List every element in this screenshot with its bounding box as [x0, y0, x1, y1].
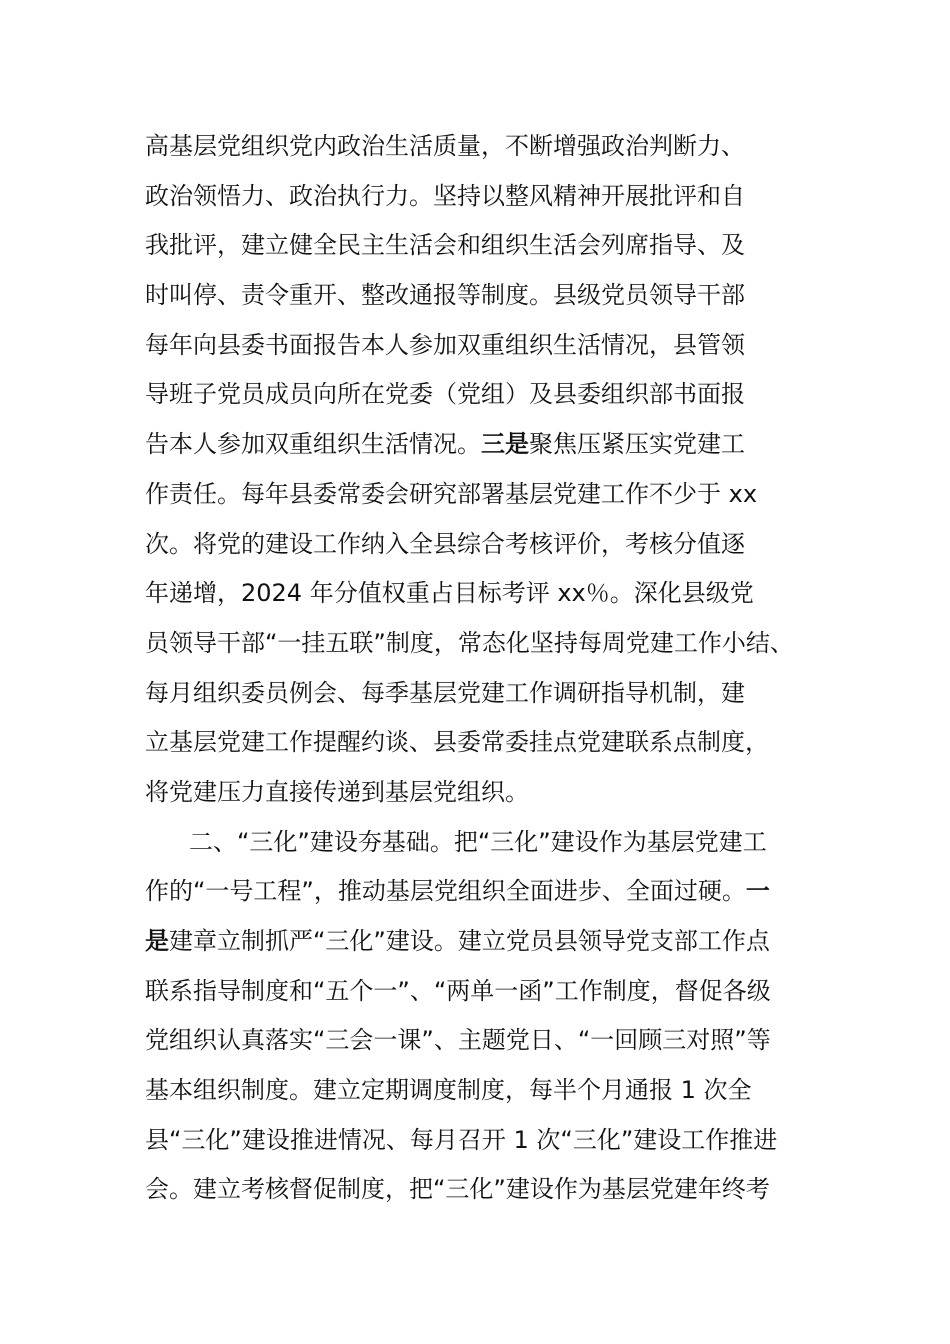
text-run: 告本人参加双重组织生活情况。 [145, 430, 481, 459]
text-line [145, 1116, 825, 1166]
text-run: 聚焦压紧压实党建工 [529, 430, 745, 459]
text-line [145, 867, 825, 917]
text-run: 每年向县委书面报告本人参加双重组织生活情况，县管领 [145, 330, 745, 359]
text-line [145, 669, 825, 719]
text-line [145, 122, 825, 172]
text-run: 会。建立考核督促制度，把“三化”建设作为基层党建年终考 [145, 1175, 770, 1204]
text-run: 员领导干部“一挂五联”制度，常态化坚持每周党建工作小结、 [145, 628, 794, 657]
text-line [145, 619, 825, 669]
text-line [145, 917, 825, 967]
text-line [145, 172, 825, 222]
text-line [145, 818, 825, 868]
text-line [145, 1066, 825, 1116]
text-line [145, 221, 825, 271]
text-run: 作责任。每年县委常委会研究部署基层党建工作不少于 xx [145, 479, 758, 508]
text-run: 党组织认真落实“三会一课”、主题党日、“一回顾三对照”等 [145, 1026, 771, 1055]
text-run: 我批评，建立健全民主生活会和组织生活会列席指导、及 [145, 231, 745, 260]
text-run: 次。将党的建设工作纳入全县综合考核评价，考核分值逐 [145, 529, 745, 558]
text-line [145, 520, 825, 570]
bold-text: 三是 [481, 430, 529, 459]
text-run: 时叫停、责令重开、整改通报等制度。县级党员领导干部 [145, 281, 745, 310]
text-run: 立基层党建工作提醒约谈、县委常委挂点党建联系点制度， [145, 728, 769, 757]
bold-text: 是 [145, 927, 169, 955]
text-run: 作的“一号工程”，推动基层党组织全面进步、全面过硬。 [145, 877, 746, 906]
text-line [145, 569, 825, 619]
text-run: 建章立制抓严“三化”建设。建立党员县领导党支部工作点 [169, 927, 770, 955]
text-run: 年递增，2024 年分值权重占目标考评 xx％。深化县级党 [145, 579, 754, 608]
text-run: 政治领悟力、政治执行力。坚持以整风精神开展批评和自 [145, 181, 745, 210]
text-line [145, 718, 825, 768]
text-line [145, 967, 825, 1017]
body-text [145, 122, 825, 1215]
text-line [145, 1165, 825, 1215]
text-run: 每月组织委员例会、每季基层党建工作调研指导机制，建 [145, 678, 745, 707]
bold-text: 一 [745, 877, 770, 906]
text-line [145, 470, 825, 520]
text-run: 联系指导制度和“五个一”、“两单一函”工作制度，督促各级 [145, 976, 771, 1005]
text-line [145, 271, 825, 321]
text-line [145, 370, 825, 420]
text-run: 基本组织制度。建立定期调度制度，每半个月通报 1 次全 [145, 1076, 752, 1105]
text-run: 导班子党员成员向所在党委（党组）及县委组织部书面报 [145, 380, 745, 409]
text-run: 二、“三化”建设夯基础。把“三化”建设作为基层党建工 [189, 827, 767, 856]
text-run: 高基层党组织党内政治生活质量，不断增强政治判断力、 [145, 132, 745, 160]
text-line [145, 321, 825, 371]
text-run: 县“三化”建设推进情况、每月召开 1 次“三化”建设工作推进 [145, 1125, 778, 1154]
text-line [145, 768, 825, 818]
text-line [145, 1016, 825, 1066]
text-line [145, 420, 825, 470]
text-run: 将党建压力直接传递到基层党组织。 [145, 777, 529, 806]
